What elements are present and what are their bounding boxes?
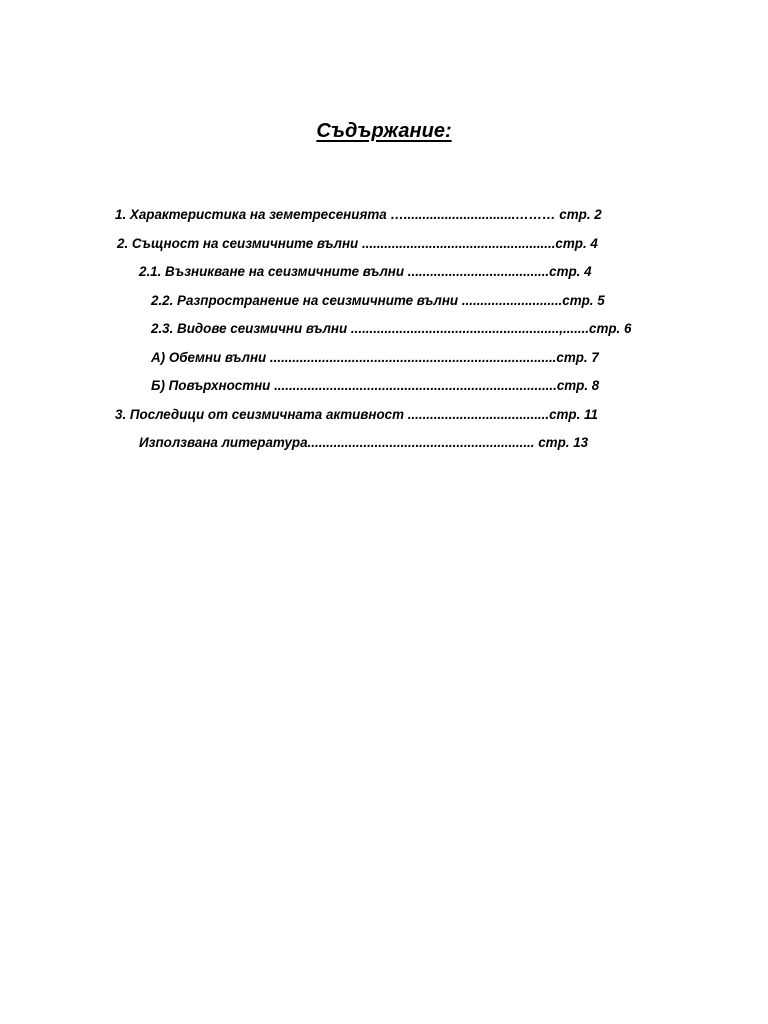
toc-entry-b: Б) Повърхностни ............................................................................стр. 8: [151, 378, 600, 393]
toc-entry-literature: Използвана литература............................................................. стр. 13: [139, 435, 589, 450]
toc-entry-1: 1. Характеристика на земетресенията …..............................……… стр. 2: [115, 207, 602, 222]
toc-entry-a: А) Обемни вълни .............................................................................стр. 7: [151, 350, 599, 365]
toc-title: Съдържание:: [316, 120, 452, 142]
toc-entry-2-3: 2.3. Видове сеизмични вълни ........................................................,.......стр. 6: [151, 321, 632, 336]
toc-entry-2-2: 2.2. Разпространение на сеизмичните вълни ...........................стр. 5: [151, 293, 605, 308]
toc-entry-2-1: 2.1. Възникване на сеизмичните вълни ......................................стр. 4: [139, 264, 592, 279]
toc-entry-2: 2. Същност на сеизмичните вълни ....................................................стр. 4: [117, 236, 598, 251]
toc-entry-3: 3. Последици от сеизмичната активност ......................................стр. 11: [115, 407, 598, 422]
